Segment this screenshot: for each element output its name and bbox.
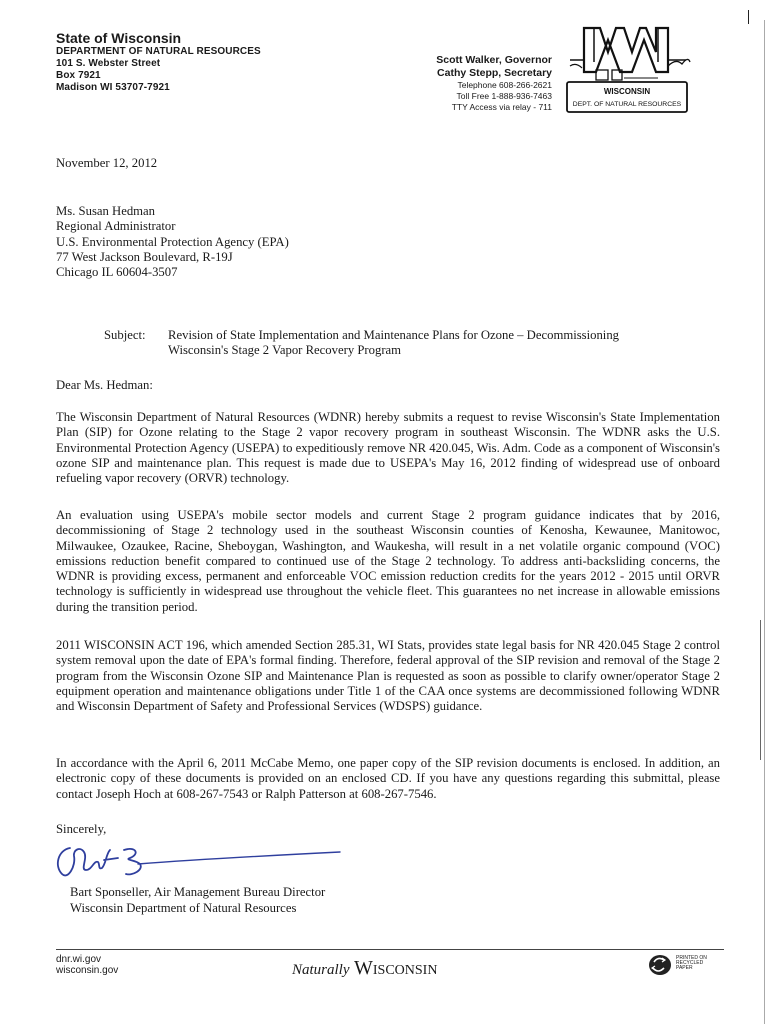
footer-link-dnr[interactable]: dnr.wi.gov bbox=[56, 954, 102, 965]
scan-edge bbox=[764, 20, 765, 1024]
logo-top-text: WISCONSIN bbox=[603, 87, 651, 96]
tagline-main: Wisconsin bbox=[354, 957, 438, 979]
city-zip: Madison WI 53707-7921 bbox=[56, 82, 170, 93]
signer-organization: Wisconsin Department of Natural Resources bbox=[70, 901, 297, 915]
telephone: Telephone 608-266-2621 bbox=[457, 80, 552, 90]
recipient-name: Ms. Susan Hedman bbox=[56, 204, 156, 218]
handwritten-signature bbox=[40, 836, 350, 888]
subject-text-line2: Wisconsin's Stage 2 Vapor Recovery Program bbox=[168, 343, 402, 358]
footer-links bbox=[56, 954, 118, 976]
tty-access: TTY Access via relay - 711 bbox=[451, 102, 552, 112]
toll-free: Toll Free 1-888-936-7463 bbox=[456, 91, 552, 101]
recipient-street: 77 West Jackson Boulevard, R-19J bbox=[56, 249, 233, 264]
po-box: Box 7921 bbox=[56, 70, 101, 81]
recipient-agency: U.S. Environmental Protection Agency (EPA) bbox=[56, 234, 289, 249]
state-name: State of Wisconsin bbox=[56, 30, 182, 46]
body-paragraph-4: In accordance with the April 6, 2011 McCabe Memo, one paper copy of the SIP revision documents is enclosed. In addition, an electronic copy of these documents is provided on an enclosed CD. If you have any questions regarding this submittal, please contact Joseph Hoch at 608-267-7543 or Ralph Patterson at 608-267-7546. bbox=[56, 756, 720, 801]
body-paragraph-3: 2011 WISCONSIN ACT 196, which amended Section 285.31, WI Stats, provides state legal basis for NR 420.045 Stage 2 control system removal upon the date of EPA's formal finding. Therefore, federal approval of the SIP revision and removal of the Stage 2 program from the Wisconsin Ozone SIP and Maintenance Plan is requested as soon as possible to clarify owner/operator Stage 2 equipment operation and maintenance obligations under Title 1 of the CAA once systems are decommissioned following WDNR and Wisconsin Department of Safety and Professional Services (WDSPS) guidance. bbox=[56, 638, 720, 714]
recipient-address bbox=[56, 204, 289, 280]
body-paragraph-1: The Wisconsin Department of Natural Resources (WDNR) hereby submits a request to revise Wisconsin's State Implementation Plan (SIP) for Ozone relating to the Stage 2 vapor recovery program in southeast Wisconsin. The WDNR asks the U.S. Environmental Protection Agency (USEPA) to expeditiously remove NR 420.045, Wis. Adm. Code as a component of Wisconsin's ozone SIP and maintenance plan. This request is made due to USEPA's May 16, 2012 finding of widespread use of onboard refueling vapor recovery (ORVR) technology. bbox=[56, 410, 720, 486]
scan-mark bbox=[760, 620, 761, 760]
governor-name: Scott Walker, Governor bbox=[436, 54, 552, 66]
signer-name: Bart Sponseller, Air Management Bureau Director bbox=[70, 885, 326, 899]
department-name: DEPARTMENT OF NATURAL RESOURCES bbox=[56, 46, 261, 57]
scan-mark bbox=[748, 10, 749, 24]
officials-block bbox=[398, 54, 552, 113]
tagline-prefix: Naturally bbox=[292, 962, 350, 978]
subject-text-line1: Revision of State Implementation and Maintenance Plans for Ozone – Decommissioning bbox=[168, 328, 620, 342]
closing: Sincerely, bbox=[56, 822, 107, 836]
recipient-city: Chicago IL 60604-3507 bbox=[56, 265, 178, 280]
secretary-name: Cathy Stepp, Secretary bbox=[437, 67, 552, 79]
footer-divider bbox=[56, 949, 724, 950]
subject-label: Subject: bbox=[104, 328, 146, 342]
letterhead-org bbox=[56, 30, 261, 94]
subject-text bbox=[168, 328, 728, 359]
body-paragraph-2: An evaluation using USEPA's mobile sector models and current Stage 2 program guidance indicates that by 2016, decommissioning of Stage 2 technology used in the southeast Wisconsin counties of Kenosha, Kewaunee, Manitowoc, Milwaukee, Ozaukee, Racine, Sheboygan, Washington, and Waukesha, will result in a net volatile organic compound (VOC) emissions reduction benefit compared to continued use of the Stage 2 technology. To address anti-backsliding concerns, the WDNR is providing excess, permanent and enforceable VOC emission reduction credits for the years 2012 - 2015 until ORVR technology is sufficiently in widespread use throughout the vehicle fleet. This guarantees no net increase in allowable emissions during the transition period. bbox=[56, 508, 720, 614]
letter-date: November 12, 2012 bbox=[56, 156, 158, 170]
logo-bottom-text: DEPT. OF NATURAL RESOURCES bbox=[572, 101, 682, 108]
salutation: Dear Ms. Hedman: bbox=[56, 378, 153, 392]
recycle-label: PRINTED ON RECYCLED PAPER bbox=[676, 955, 707, 971]
footer-tagline bbox=[292, 957, 437, 980]
street-address: 101 S. Webster Street bbox=[56, 58, 161, 69]
recipient-title: Regional Administrator bbox=[56, 219, 176, 234]
recycled-paper-icon bbox=[646, 952, 676, 978]
footer-link-wisconsin[interactable]: wisconsin.gov bbox=[56, 965, 119, 976]
wdnr-logo-icon bbox=[562, 22, 692, 114]
